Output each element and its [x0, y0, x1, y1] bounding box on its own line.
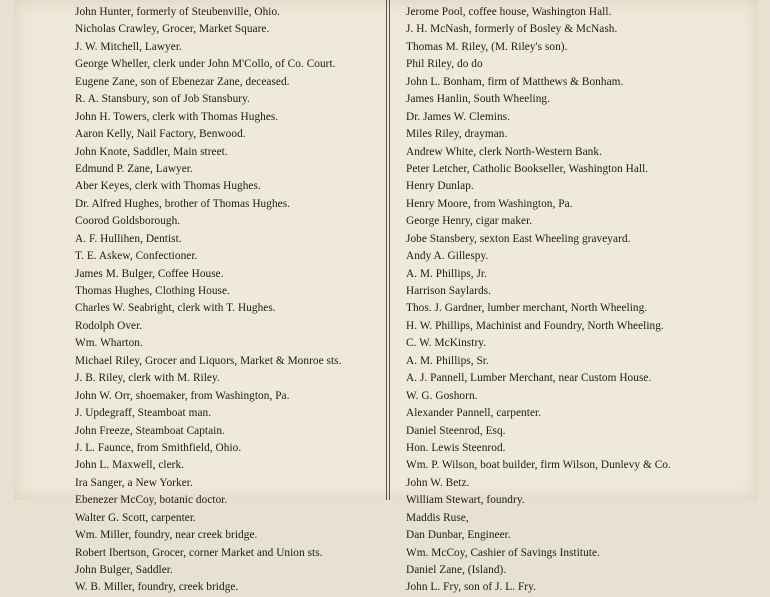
name-entry: John Bulger, Saddler.	[75, 564, 173, 576]
name-entry: Aaron Kelly, Nail Factory, Benwood.	[75, 128, 246, 141]
name-entry: Dr. James W. Clemins.	[406, 110, 510, 123]
name-entry: J. Updegraff, Steamboat man.	[75, 407, 212, 420]
name-entry: James M. Bulger, Coffee House.	[75, 267, 224, 280]
name-entry: Wm. Miller, foundry, near creek bridge.	[75, 529, 258, 542]
right-name-column	[406, 0, 756, 597]
name-entry: John L. Maxwell, clerk.	[75, 459, 185, 472]
name-entry: Aber Keyes, clerk with Thomas Hughes.	[75, 180, 261, 193]
name-entry: Harrison Saylards.	[406, 285, 491, 297]
document-page	[14, 0, 758, 594]
name-entry: A. F. Hullihen, Dentist.	[75, 232, 182, 245]
name-entry: John Knote, Saddler, Main street.	[75, 145, 228, 158]
left-name-column	[75, 0, 390, 597]
name-entry: Coorod Goldsborough.	[75, 215, 181, 228]
name-entry: Daniel Zane, (Island).	[406, 564, 507, 576]
name-entry: Ira Sanger, a New Yorker.	[75, 476, 193, 489]
name-entry: Andrew White, clerk North-Western Bank.	[406, 145, 602, 158]
name-entry: Miles Riley, drayman.	[406, 128, 508, 141]
name-entry: Thomas M. Riley, (M. Riley's son).	[406, 40, 568, 53]
name-entry: Jobe Stansbery, sexton East Wheeling graveyard.	[406, 232, 631, 245]
name-entry: Alexander Pannell, carpenter.	[406, 407, 542, 420]
name-entry: Robert Ibertson, Grocer, corner Market and Union sts.	[75, 546, 323, 559]
name-entry: Jerome Pool, coffee house, Washington Hall.	[406, 6, 612, 18]
name-entry: A. J. Pannell, Lumber Merchant, near Custom House.	[406, 372, 652, 385]
name-entry: Phil Riley, do do	[406, 58, 483, 71]
name-entry: Andy A. Gillespy.	[406, 250, 489, 263]
name-entry: James Hanlin, South Wheeling.	[406, 93, 551, 106]
name-entry: W. G. Goshorn.	[406, 389, 478, 402]
name-entry: Wm. P. Wilson, boat builder, firm Wilson, Dunlevy & Co.	[406, 459, 671, 472]
name-entry: Dr. Alfred Hughes, brother of Thomas Hughes.	[75, 197, 291, 210]
name-entry: Maddis Ruse,	[406, 511, 469, 524]
name-entry: John Freeze, Steamboat Captain.	[75, 424, 225, 437]
name-entry: Henry Moore, from Washington, Pa.	[406, 197, 573, 210]
name-entry: C. W. McKinstry.	[406, 337, 487, 350]
name-entry: Charles W. Seabright, clerk with T. Hughes.	[75, 302, 276, 315]
name-entry: T. E. Askew, Confectioner.	[75, 250, 198, 263]
name-entry: John W. Orr, shoemaker, from Washington, Pa.	[75, 389, 290, 402]
name-entry: J. L. Faunce, from Smithfield, Ohio.	[75, 441, 242, 454]
name-entry: Rodolph Over.	[75, 319, 143, 332]
name-entry: William Stewart, foundry.	[406, 494, 525, 507]
name-entry: Wm. McCoy, Cashier of Savings Institute.	[406, 546, 600, 559]
name-entry: John H. Towers, clerk with Thomas Hughes.	[75, 110, 279, 123]
name-entry: George Wheller, clerk under John M'Collo, of Co. Court.	[75, 58, 336, 71]
name-entry: Dan Dunbar, Engineer.	[406, 529, 511, 542]
name-entry: Wm. Wharton.	[75, 337, 143, 350]
name-entry: Thos. J. Gardner, lumber merchant, North Wheeling.	[406, 302, 648, 315]
name-entry: Hon. Lewis Steenrod.	[406, 441, 506, 454]
name-entry: H. W. Phillips, Machinist and Foundry, North Wheeling.	[406, 319, 664, 332]
name-entry: R. A. Stansbury, son of Job Stansbury.	[75, 93, 250, 106]
name-entry: Edmund P. Zane, Lawyer.	[75, 162, 193, 175]
name-entry: A. M. Phillips, Jr.	[406, 267, 487, 280]
name-entry: Peter Letcher, Catholic Bookseller, Washington Hall.	[406, 162, 649, 175]
name-entry: W. B. Miller, foundry, creek bridge.	[75, 581, 239, 594]
name-entry: Nicholas Crawley, Grocer, Market Square.	[75, 23, 270, 36]
column-divider-line	[386, 0, 387, 500]
name-entry: Walter G. Scott, carpenter.	[75, 511, 196, 524]
name-entry: Daniel Steenrod, Esq.	[406, 424, 506, 437]
name-entry: John L. Bonham, firm of Matthews & Bonham.	[406, 75, 624, 88]
column-divider-line	[389, 0, 390, 500]
name-entry: J. B. Riley, clerk with M. Riley.	[75, 372, 220, 385]
name-entry: Eugene Zane, son of Ebenezar Zane, deceased.	[75, 75, 290, 88]
name-entry: Thomas Hughes, Clothing House.	[75, 285, 230, 297]
name-entry: A. M. Phillips, Sr.	[406, 354, 489, 367]
name-entry: John Hunter, formerly of Steubenville, Ohio.	[75, 6, 281, 18]
name-entry: J. W. Mitchell, Lawyer.	[75, 40, 182, 53]
name-entry: Henry Dunlap.	[406, 180, 474, 193]
name-entry: John L. Fry, son of J. L. Fry.	[406, 581, 536, 594]
name-entry: John W. Betz.	[406, 476, 470, 489]
name-entry: George Henry, cigar maker.	[406, 215, 533, 228]
name-entry: Ebenezer McCoy, botanic doctor.	[75, 494, 228, 507]
name-entry: Michael Riley, Grocer and Liquors, Market & Monroe sts.	[75, 354, 342, 367]
name-entry: J. H. McNash, formerly of Bosley & McNash.	[406, 23, 618, 36]
